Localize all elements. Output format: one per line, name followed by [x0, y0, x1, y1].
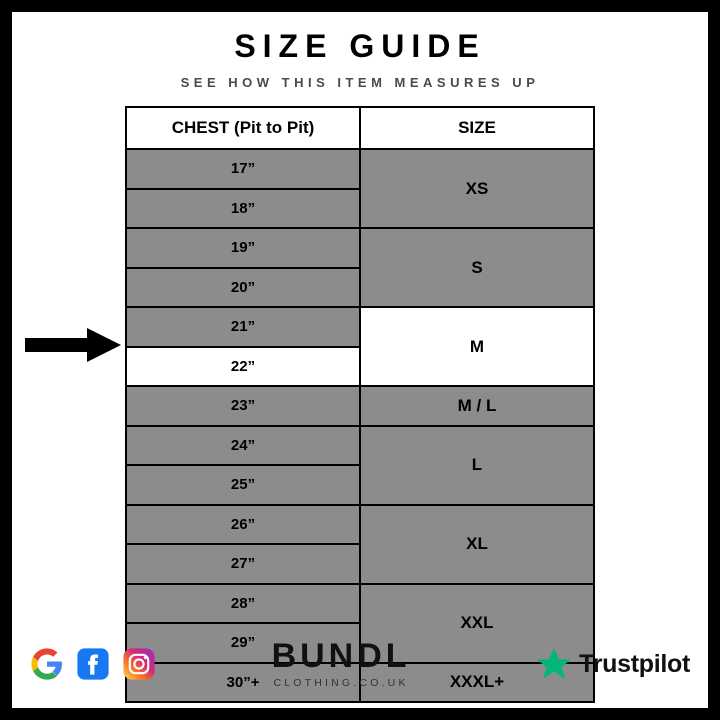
size-guide-card [12, 12, 708, 708]
brand-domain: CLOTHING.CO.UK [273, 677, 409, 689]
chest-value: 19” [126, 228, 360, 268]
size-value: XL [360, 505, 594, 584]
table-row [126, 228, 594, 268]
chest-value: 27” [126, 544, 360, 584]
facebook-icon[interactable] [76, 647, 110, 681]
table-row-highlighted [126, 307, 594, 347]
trustpilot-badge[interactable] [536, 647, 690, 681]
size-value: S [360, 228, 594, 307]
trustpilot-label: Trustpilot [579, 649, 690, 678]
table-row [126, 584, 594, 624]
chest-value: 25” [126, 465, 360, 505]
size-table-head [126, 107, 594, 149]
size-value: XS [360, 149, 594, 228]
chest-value: 24” [126, 426, 360, 466]
arrow-right-icon [25, 328, 121, 362]
brand-name: BUNDL [271, 637, 411, 675]
chest-value: 29” [126, 623, 360, 663]
chest-value-selected: 22” [126, 347, 360, 387]
table-header-row [126, 107, 594, 149]
table-row [126, 505, 594, 545]
chest-value: 28” [126, 584, 360, 624]
trustpilot-star-icon [536, 647, 572, 681]
chest-value: 30”+ [126, 663, 360, 703]
brand-logo [272, 639, 411, 689]
size-value-selected: M [360, 307, 594, 386]
column-header-chest: CHEST (Pit to Pit) [126, 107, 360, 149]
table-row [126, 386, 594, 426]
chest-value: 20” [126, 268, 360, 308]
size-table-body [126, 149, 594, 702]
footer [12, 634, 708, 694]
social-links [30, 647, 156, 681]
chest-value: 21” [126, 307, 360, 347]
chest-value: 26” [126, 505, 360, 545]
chest-value: 18” [126, 189, 360, 229]
google-icon[interactable] [30, 647, 64, 681]
chest-value: 17” [126, 149, 360, 189]
instagram-icon[interactable] [122, 647, 156, 681]
page-title: SIZE GUIDE [234, 28, 486, 64]
size-value: M / L [360, 386, 594, 426]
size-table-wrapper [125, 106, 595, 703]
column-header-size: SIZE [360, 107, 594, 149]
size-value: XXL [360, 584, 594, 663]
page-subtitle: SEE HOW THIS ITEM MEASURES UP [180, 75, 540, 90]
chest-value: 23” [126, 386, 360, 426]
table-row [126, 426, 594, 466]
size-value: L [360, 426, 594, 505]
size-value: XXXL+ [360, 663, 594, 703]
size-table [125, 106, 595, 703]
table-row [126, 149, 594, 189]
